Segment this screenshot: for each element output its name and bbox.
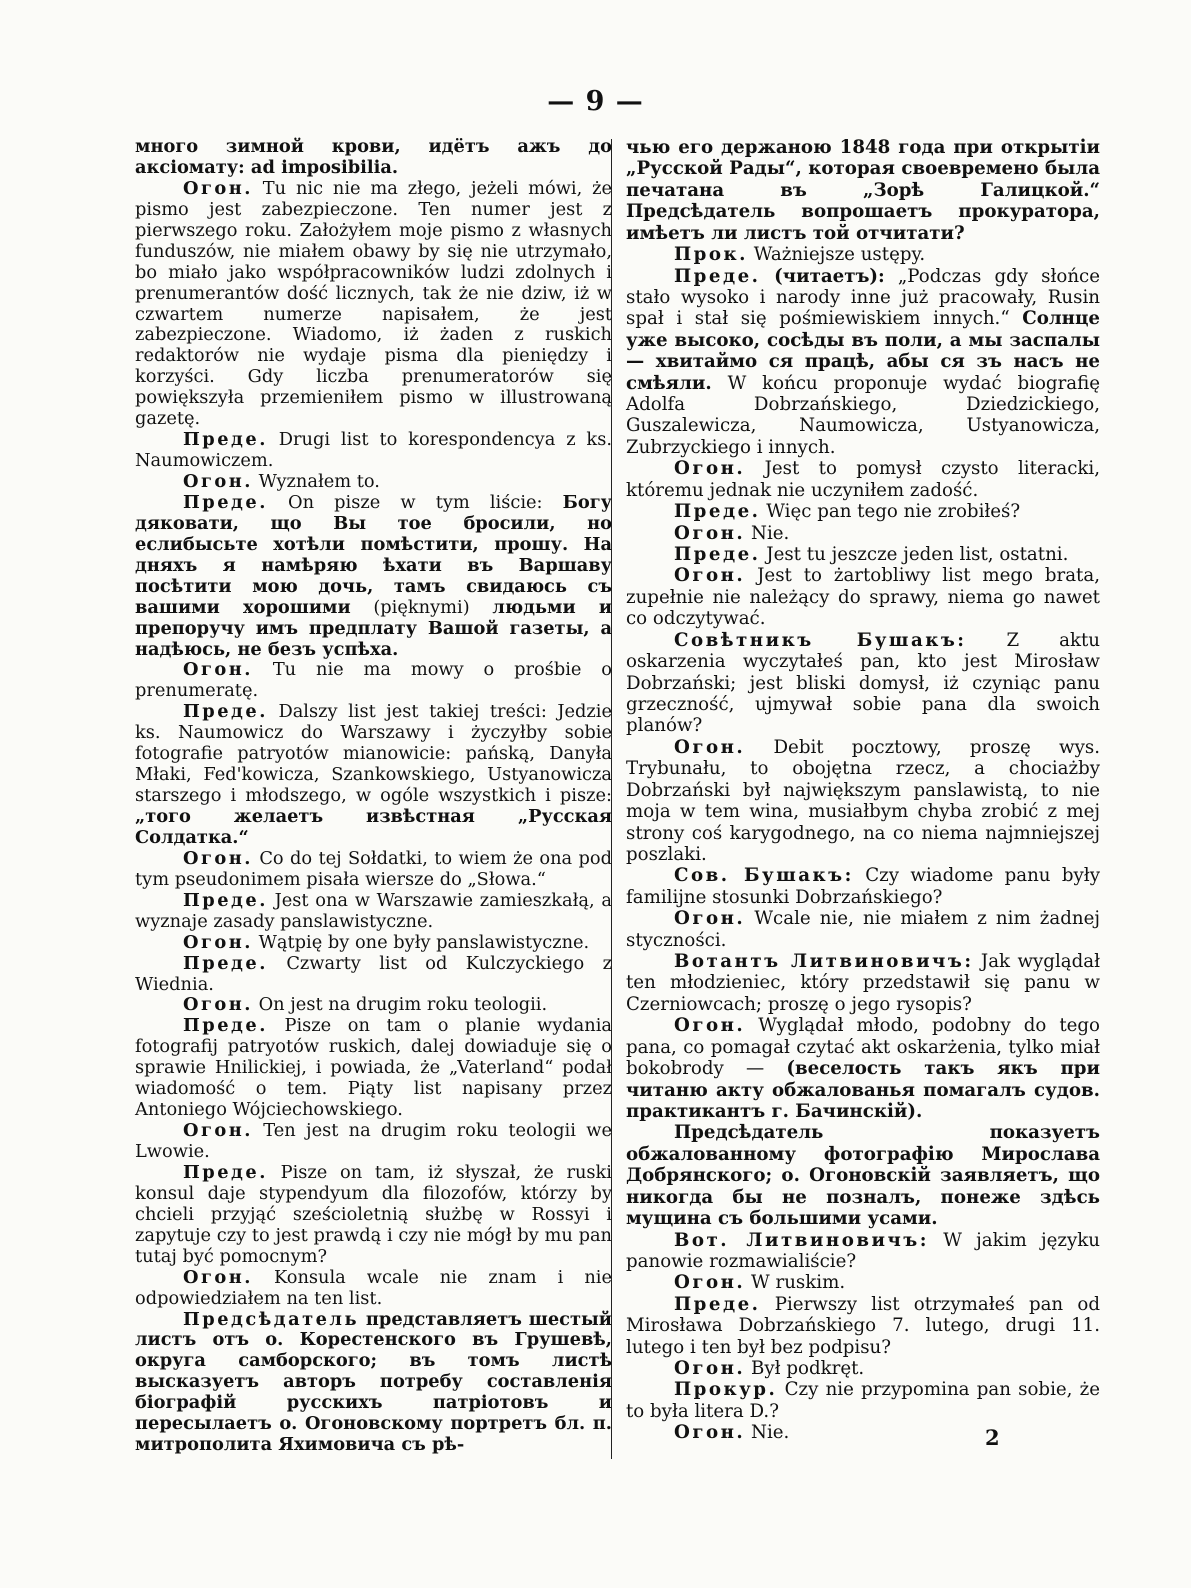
right-column [626,137,1100,1444]
paragraph: Огон. Konsula wcale nie znam i nie odpowiedziałem na ten list. [135,1266,612,1309]
paragraph: Огон. Debit pocztowy, proszę wys. Trybunału, to obojętna rzecz, a chociażby Dobrzański był największym panslawistą, to nie moja w tem wina, musiałbym chyba zrobić z mej strony coś karygodnego, na co niema najmniejszej poszlaki. [626,736,1100,865]
paragraph: Огон. Wyznałem to. [183,471,380,492]
paragraph: Огон. Ten jest na drugim roku teologii we Lwowie. [135,1120,612,1162]
paragraph: Вотантъ Литвиновичъ: Jak wyglądał ten młodzieniec, który przedstawił się panu w Czerniowcach; proszę o jego rysopis? [626,951,1100,1015]
paragraph: Преде. On pisze w tym liście: Богу дяковати, що Вы тое бросили, но еслибысьте хотѣли помѣстити, прошу. На дняхъ я намѣряю ѣхати въ Варшаву посѣтити мою дочь, тамъ свидаюсь съ вашими хорошими (pięknymi) людьми и препоручу имъ предплату Вашой газеты, а надѣюсь, не безъ успѣха. [135,491,613,660]
paragraph: Предсѣдатель представляетъ шестый листъ отъ о. Корестенского въ Грушевѣ, округа самборского; въ томъ листѣ высказуетъ авторъ потребу составленія біографій русскихъ патріотовъ и пересылаетъ о. Огоновскому портретъ бл. п. митрополита Яхимовича съ рѣ- [135,1308,612,1456]
paragraph: Огон. Był podkręt. [674,1358,865,1380]
paragraph: Огон. Tu nie ma mowy o prośbie o prenumeratę. [135,659,612,702]
page-number: — 9 — [547,86,644,117]
paragraph: Огон. Wyglądał młodo, podobny do tego pana, co pomagał czytać akt oskarżenia, tylko miał bokobrody — (веселость такъ якъ при читаню акту обжалованья помагалъ судов. практикантъ г. Бачинскій). [626,1015,1100,1122]
paragraph: Огон. Nie. [674,522,790,544]
paragraph: Преде. Jest ona w Warszawie zamieszkałą, a wyznaje zasady panslawistyczne. [135,889,612,932]
paragraph: Преде. Dalszy list jest takiej treści: Jedzie ks. Naumowicz do Warszawy i życzyłby sobie fotografie patryotów mianowicie: pańską, Danyła Młaki, Fed'kowicza, Szankowskiego, Ustyanowicza starszego i młodszego, w ogóle wszystkich i pisze: „того желаетъ извѣстная „Русская Солдатка.“ [135,701,612,848]
paragraph: Преде. Pisze on tam o planie wydania fotografij patryotów ruskich, dalej dowiaduje się o sprawie Hnilickiej, i powiada, że „Vaterland“ podał wiadomość o tem. Piąty list napisany przez Antoniego Wójciechowskiego. [135,1015,612,1121]
paragraph: Огон. On jest na drugim roku teologii. [183,994,548,1016]
paragraph: Совѣтникъ Бушакъ: Z aktu oskarzenia wyczytałeś pan, kto jest Mirosław Dobrzański; jest bliski domysł, iż czyniąc panu grzeczność, ujmywał sobie pana dla swoich planów? [626,629,1100,737]
paragraph: Преде. Więc pan tego nie zrobiłeś? [674,501,1021,523]
paragraph: Прок. Ważniejsze ustępy. [674,244,926,266]
paragraph: Прокур. Czy nie przypomina pan sobie, że to była litera D.? [626,1379,1100,1422]
paragraph: Огон. W ruskim. [674,1272,846,1294]
paragraph: Преде. Jest tu jeszcze jeden list, ostatni. [674,544,1069,566]
paragraph: Огон. Wątpię by one były panslawistyczne. [183,931,590,953]
paragraph: Огон. Tu nic nie ma złego, jeżeli mówi, że pismo jest zabezpieczone. Ten numer jest z pierwszego roku. Założyłem moje pismo z własnych funduszów, nie miałem obawy by się nie utrzymało, bo miało jako współpracowników ludzi zdolnych i prenumerantów dość licznych, tak że nie dziw, iż w czwartem numerze napisałem, że jest zabezpieczone. Wiadomo, iż żaden z ruskich redaktorów nie wydaje pisma dla pieniędzy i korzyści. Gdy liczba prenumeratorów się powiększyła przemieniłem pismo w illustrowaną gazetę. [135,177,612,430]
paragraph: чью его держаною 1848 года при открытіи „Русской Рады“, которая своевремено была печатана въ „Зорѣ Галицкой.“ Предсѣдатель вопрошаетъ прокуратора, имѣетъ ли листъ той отчитати? [626,137,1100,244]
left-column [135,137,612,1456]
paragraph: Преде. Pisze on tam, iż słyszał, że ruski konsul daje stypendyum dla filozofów, którzy by chcieli przyjąć sześcioletnią służbę w Rossyi i zapytuje czy to jest prawdą i czy nie mógł by mu pan tutaj być pomocnym? [135,1161,612,1267]
paragraph: Огон. Jest to żartobliwy list mego brata, zupełnie nie należący do sprawy, niema go nawet co odczytywać. [626,565,1100,630]
paragraph: Преде. (читаетъ): „Podczas gdy słońce stało wysoko i narody inne już pracowały, Rusin spał i stał się pośmiewiskiem innych.“ Солнце уже высоко, сосѣды въ поли, а мы заспалы— хвитаймо ся працѣ, абы ся зъ насъ не смѣяли. W końcu proponuje wydać biografię Adolfa Dobrzańskiego, Dziedzickiego, Guszalewicza, Naumowicza, Ustyanowicza, Zubrzyckiego i innych. [626,265,1100,458]
paragraph: Предсѣдатель показуетъ обжалованному фотографію Мирославa Добрянского; о. Огоновскій заявляетъ, що никогда бы не позналъ, понеже здѣсь мущина съ большими усами. [626,1122,1100,1230]
paragraph: Вот. Литвиновичъ: W jakim języku panowie rozmawialiście? [626,1229,1100,1272]
paragraph: много зимной крови, идётъ ажъ до аксіомату: ad imposibilia. [135,136,612,178]
paragraph: Сов. Бушакъ: Czy wiadome panu były familijne stosunki Dobrzańskiego? [626,865,1100,908]
paragraph: Огон. Jest to pomysł czysto literacki, któremu jednak nie uczyniłem zadość. [626,458,1100,501]
paragraph: Преде. Czwarty list od Kulczyckiego z Wiednia. [135,952,612,995]
paragraph: Преде. Drugi list to korespondencya z ks. Naumowiczem. [135,429,612,472]
paragraph: Огон. Nie. [674,1422,790,1444]
paragraph: Преде. Pierwszy list otrzymałeś pan od Mirosława Dobrzańskiego 7. lutego, drugi 11. lutego i ten był bez podpisu? [626,1293,1100,1358]
signature-mark: 2 [985,1425,1000,1450]
paragraph: Огон. Wcale nie, nie miałem z nim żadnej styczności. [626,908,1100,951]
paragraph: Огон. Co do tej Sołdatki, to wiem że ona pod tym pseudonimem pisała wiersze do „Słowa.“ [135,847,612,890]
